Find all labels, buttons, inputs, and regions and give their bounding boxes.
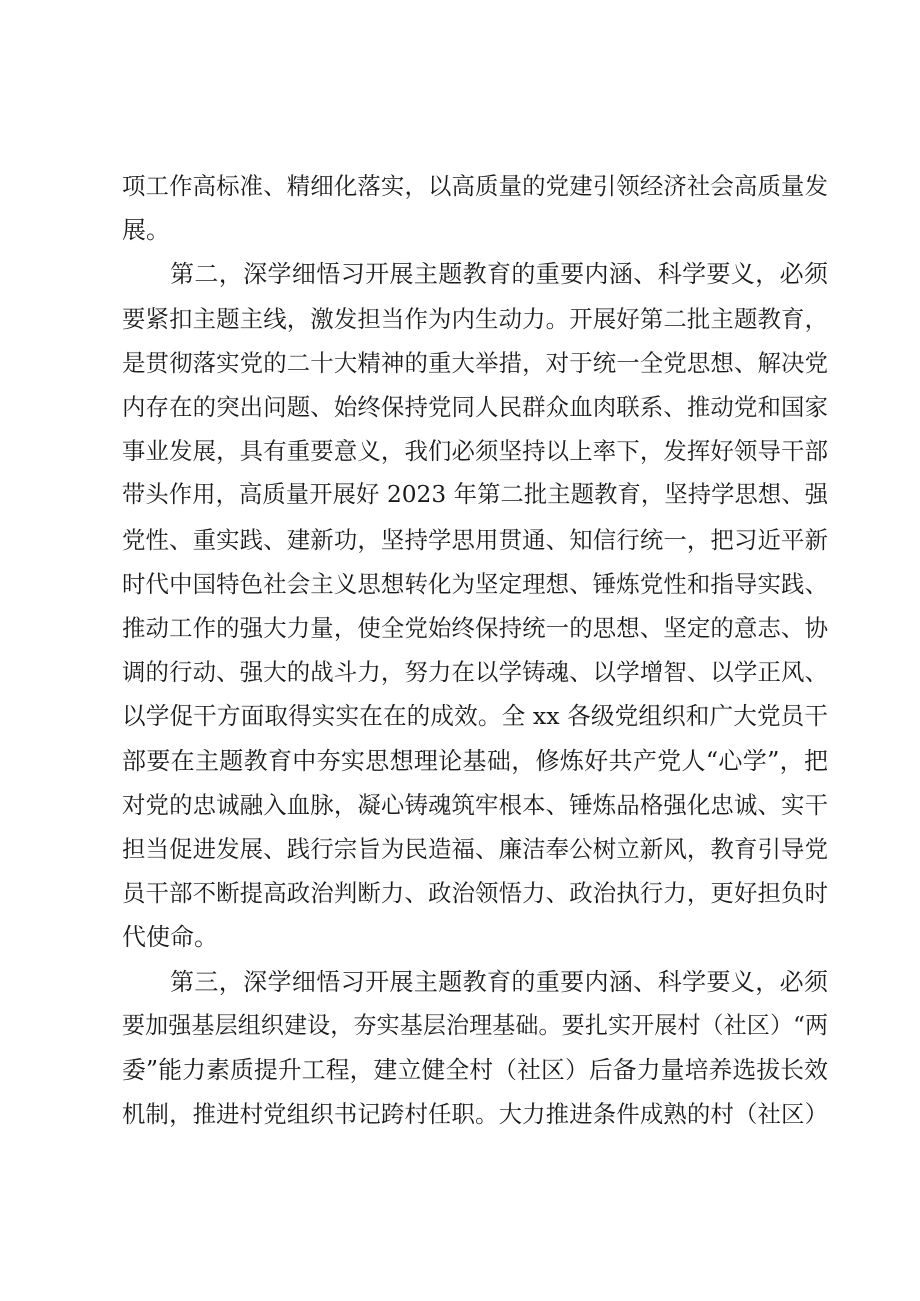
text-line: 事业发展，具有重要意义，我们必须坚持以上率下，发挥好领导干部: [122, 437, 828, 466]
text-line: 对党的忠诚融入血脉，凝心铸魂筑牢根本、锤炼品格强化忠诚、实干: [122, 790, 828, 819]
text-line: 员干部不断提高政治判断力、政治领悟力、政治执行力，更好担负时: [122, 879, 828, 908]
text-line: 要加强基层组织建设，夯实基层治理基础。要扎实开展村（社区）“两: [122, 1012, 828, 1039]
text-line: 展。: [122, 216, 170, 245]
text-line: 推动工作的强大力量，使全党始终保持统一的思想、坚定的意志、协: [122, 614, 828, 643]
text-line: 以学促干方面取得实实在在的成效。全 xx 各级党组织和广大党员干: [122, 702, 828, 731]
paragraph-1: [122, 164, 828, 252]
text-line: 第二，深学细悟习开展主题教育的重要内涵、科学要义，必须: [170, 260, 828, 289]
paragraph-3: [122, 960, 828, 1137]
text-line: 带头作用，高质量开展好 2023 年第二批主题教育，坚持学思想、强: [122, 481, 828, 509]
text-line: 党性、重实践、建新功，坚持学思用贯通、知信行统一，把习近平新: [122, 525, 828, 554]
document-body: [122, 164, 828, 1136]
paragraph-2: [122, 252, 828, 959]
text-line: 调的行动、强大的战斗力，努力在以学铸魂、以学增智、以学正风、: [122, 658, 828, 687]
text-line: 代使命。: [122, 923, 218, 952]
text-line: 内存在的突出问题、始终保持党同人民群众血肉联系、推动党和国家: [122, 393, 828, 422]
text-line: 项工作高标准、精细化落实，以高质量的党建引领经济社会高质量发: [122, 172, 828, 200]
text-line: 第三，深学细悟习开展主题教育的重要内涵、科学要义，必须: [170, 967, 828, 996]
text-line: 部要在主题教育中夯实思想理论基础，修炼好共产党人“心学”，把: [122, 746, 828, 775]
text-line: 是贯彻落实党的二十大精神的重大举措，对于统一全党思想、解决党: [122, 348, 828, 377]
text-line: 委”能力素质提升工程，建立健全村（社区）后备力量培养选拔长效: [122, 1056, 828, 1085]
text-line: 要紧扣主题主线，激发担当作为内生动力。开展好第二批主题教育，: [122, 304, 828, 333]
text-line: 机制，推进村党组织书记跨村任职。大力推进条件成熟的村（社区）: [122, 1100, 828, 1129]
text-line: 时代中国特色社会主义思想转化为坚定理想、锤炼党性和指导实践、: [122, 569, 828, 598]
text-line: 担当促进发展、践行宗旨为民造福、廉洁奉公树立新风，教育引导党: [122, 835, 828, 864]
